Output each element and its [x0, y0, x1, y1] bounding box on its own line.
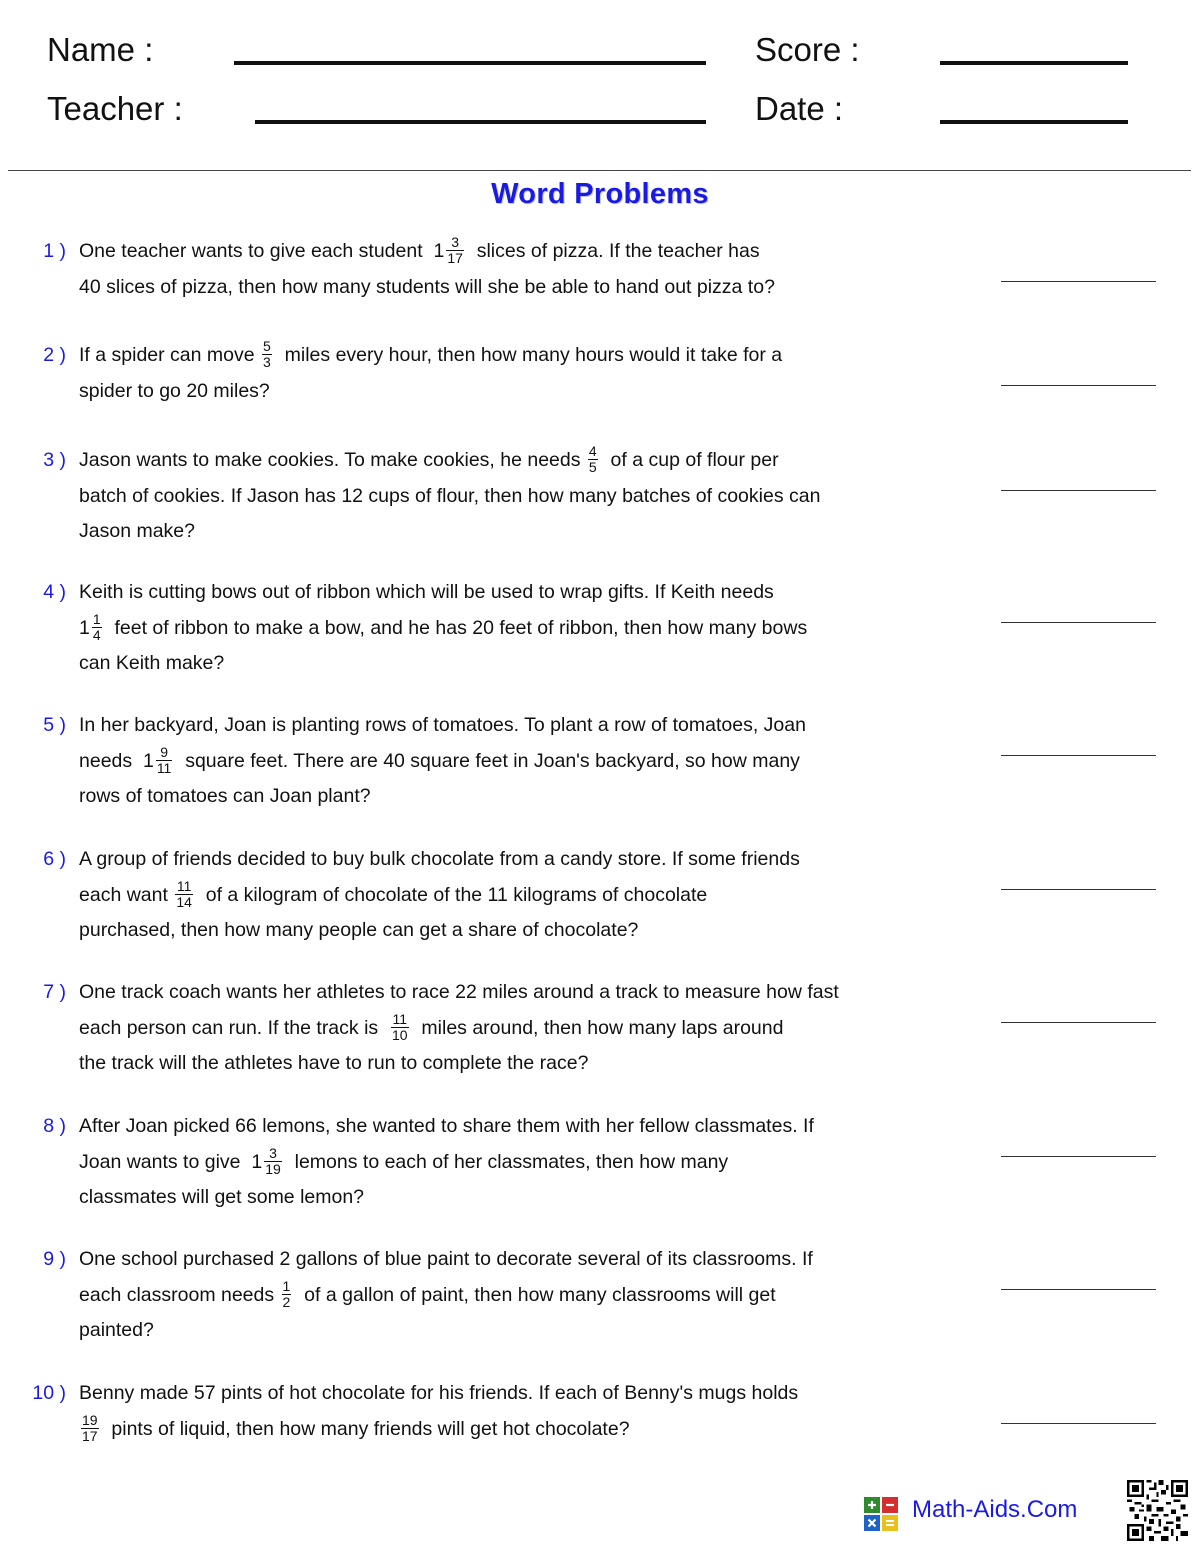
problem-text-line	[79, 707, 806, 743]
problem-text-line	[79, 442, 779, 478]
problem-text-line	[79, 513, 195, 549]
fraction	[264, 1146, 282, 1177]
problem-text: Benny made 57 pints of hot chocolate for his friends. If each of Benny's mugs holds	[79, 1382, 799, 1404]
fraction-denominator: 3	[263, 354, 271, 371]
problem-text: A group of friends decided to buy bulk chocolate from a candy store. If some friends	[79, 848, 800, 870]
problem-text: needs 1	[79, 749, 154, 772]
fraction	[175, 879, 193, 910]
name-label: Name :	[47, 31, 154, 68]
fraction-numerator: 11	[392, 1010, 408, 1027]
fraction-numerator: 4	[588, 443, 597, 460]
problem-number: 8 )	[43, 1115, 66, 1137]
problem-text-line	[79, 269, 775, 305]
problem-text-line	[79, 373, 270, 409]
problem-text: miles every hour, then how many hours would it take for a	[273, 344, 783, 366]
fraction-denominator: 17	[82, 1427, 98, 1444]
fraction-numerator: 9	[156, 745, 173, 761]
teacher-label: Teacher :	[47, 90, 183, 127]
answer-blank[interactable]	[1001, 1423, 1156, 1424]
problem-text-line	[79, 974, 839, 1010]
fraction-numerator: 19	[82, 1411, 98, 1428]
problem-number: 7 )	[43, 981, 66, 1003]
fraction-denominator: 19	[265, 1160, 281, 1177]
fraction-denominator: 14	[176, 893, 192, 910]
problem-text: Jason make?	[79, 520, 195, 542]
problem-text-line	[79, 912, 638, 948]
problem-number: 3 )	[43, 449, 66, 471]
fraction-denominator: 5	[588, 459, 597, 476]
name-field[interactable]	[234, 61, 706, 65]
problem-text: of a kilogram of chocolate of the 11 kilograms of chocolate	[194, 883, 708, 906]
answer-blank[interactable]	[1001, 490, 1156, 491]
problem-text: If a spider can move	[79, 344, 261, 366]
problem-text: each want	[79, 883, 174, 906]
teacher-field[interactable]	[255, 120, 706, 124]
problem-number: 5 )	[43, 714, 66, 736]
problem-text-line	[79, 645, 224, 681]
problem-text-line	[79, 1045, 588, 1081]
fraction-denominator: 17	[447, 250, 463, 267]
problem-text-line	[79, 574, 774, 610]
problem-text-line	[79, 1411, 630, 1447]
problem-text: Keith is cutting bows out of ribbon which will be used to wrap gifts. If Keith needs	[79, 581, 774, 603]
problem-text: 1	[79, 616, 90, 639]
problem-text-line	[79, 1241, 813, 1277]
date-label: Date :	[755, 90, 844, 127]
answer-blank[interactable]	[1001, 755, 1156, 756]
score-field[interactable]	[940, 61, 1128, 65]
fraction-numerator: 1	[92, 610, 101, 627]
problem-text: rows of tomatoes can Joan plant?	[79, 785, 371, 807]
header-divider	[8, 170, 1191, 171]
problem-text: Joan wants to give 1	[79, 1150, 263, 1173]
problem-text-line	[79, 1277, 776, 1313]
fraction	[446, 235, 464, 266]
fraction	[588, 444, 598, 475]
fraction-numerator: 3	[446, 235, 464, 251]
problem-text-line	[79, 743, 800, 779]
problem-text: the track will the athletes have to run to complete the race?	[79, 1052, 589, 1074]
fraction	[156, 745, 173, 776]
problem-text-line	[79, 841, 800, 877]
problem-text: 40 slices of pizza, then how many students will she be able to hand out pizza to?	[79, 275, 775, 298]
problem-text: each classroom needs	[79, 1283, 280, 1306]
fraction-numerator: 3	[264, 1146, 282, 1162]
problem-text-line	[79, 1010, 783, 1046]
answer-blank[interactable]	[1001, 889, 1156, 890]
score-label: Score :	[755, 31, 860, 68]
problem-text: lemons to each of her classmates, then how many	[283, 1150, 729, 1173]
problem-text: each person can run. If the track is	[79, 1016, 389, 1039]
answer-blank[interactable]	[1001, 1022, 1156, 1023]
answer-blank[interactable]	[1001, 622, 1156, 623]
problem-text-line	[79, 1375, 798, 1411]
fraction	[92, 612, 102, 643]
problem-text-line	[79, 877, 707, 913]
fraction-numerator: 5	[263, 338, 271, 355]
answer-blank[interactable]	[1001, 281, 1156, 282]
fraction	[391, 1012, 409, 1043]
problem-text: batch of cookies. If Jason has 12 cups of flour, then how many batches of cookies can	[79, 484, 821, 507]
problem-text-line	[79, 233, 760, 269]
problem-text: classmates will get some lemon?	[79, 1186, 365, 1208]
problem-text: can Keith make?	[79, 652, 225, 674]
problem-text-line	[79, 610, 807, 646]
problem-number: 4 )	[43, 581, 66, 603]
problem-text: purchased, then how many people can get a share of chocolate?	[79, 919, 639, 941]
problem-text: One school purchased 2 gallons of blue paint to decorate several of its classrooms. If	[79, 1248, 813, 1270]
problem-text: miles around, then how many laps around	[410, 1016, 784, 1039]
problem-text-line	[79, 478, 820, 514]
problem-number: 9 )	[43, 1248, 66, 1270]
problem-text: Jason wants to make cookies. To make cookies, he needs	[79, 449, 586, 471]
answer-blank[interactable]	[1001, 1156, 1156, 1157]
fraction	[282, 1279, 292, 1310]
problem-text-line	[79, 1108, 814, 1144]
problem-text: One teacher wants to give each student 1	[79, 240, 445, 262]
fraction	[81, 1413, 99, 1444]
problem-text: square feet. There are 40 square feet in Joan's backyard, so how many	[174, 749, 800, 772]
problem-text-line	[79, 1179, 364, 1215]
fraction-denominator: 11	[156, 759, 172, 776]
fraction	[262, 339, 272, 370]
answer-blank[interactable]	[1001, 385, 1156, 386]
problem-text: of a gallon of paint, then how many classrooms will get	[293, 1283, 776, 1306]
problem-text: of a cup of flour per	[599, 449, 779, 471]
problem-text: After Joan picked 66 lemons, she wanted to share them with her fellow classmates. If	[79, 1115, 814, 1137]
qr-code-icon	[1127, 1480, 1188, 1541]
problem-text-line	[79, 1312, 154, 1348]
problem-number: 10 )	[32, 1382, 66, 1404]
problem-text: In her backyard, Joan is planting rows of tomatoes. To plant a row of tomatoes, Joan	[79, 714, 806, 736]
problem-text: pints of liquid, then how many friends will get hot chocolate?	[100, 1417, 630, 1440]
problem-text: feet of ribbon to make a bow, and he has 20 feet of ribbon, then how many bows	[103, 616, 808, 639]
problem-number: 2 )	[43, 344, 66, 366]
problem-text: One track coach wants her athletes to race 22 miles around a track to measure how fast	[79, 981, 839, 1003]
footer-brand[interactable]: Math-Aids.Com	[912, 1496, 1078, 1523]
fraction-denominator: 2	[282, 1293, 291, 1310]
answer-blank[interactable]	[1001, 1289, 1156, 1290]
problem-text-line	[79, 337, 782, 373]
problem-number: 1 )	[43, 240, 66, 262]
problem-text: painted?	[79, 1319, 154, 1341]
fraction-numerator: 11	[176, 877, 192, 894]
problem-text: spider to go 20 miles?	[79, 379, 270, 402]
worksheet-title: Word Problems	[491, 178, 709, 210]
problem-number: 6 )	[43, 848, 66, 870]
fraction-denominator: 4	[92, 626, 101, 643]
problem-text: slices of pizza. If the teacher has	[465, 240, 760, 262]
date-field[interactable]	[940, 120, 1128, 124]
problem-text-line	[79, 1144, 728, 1180]
fraction-numerator: 1	[282, 1277, 291, 1294]
problem-text-line	[79, 778, 371, 814]
fraction-denominator: 10	[392, 1026, 408, 1043]
math-aids-logo-icon	[863, 1496, 899, 1532]
